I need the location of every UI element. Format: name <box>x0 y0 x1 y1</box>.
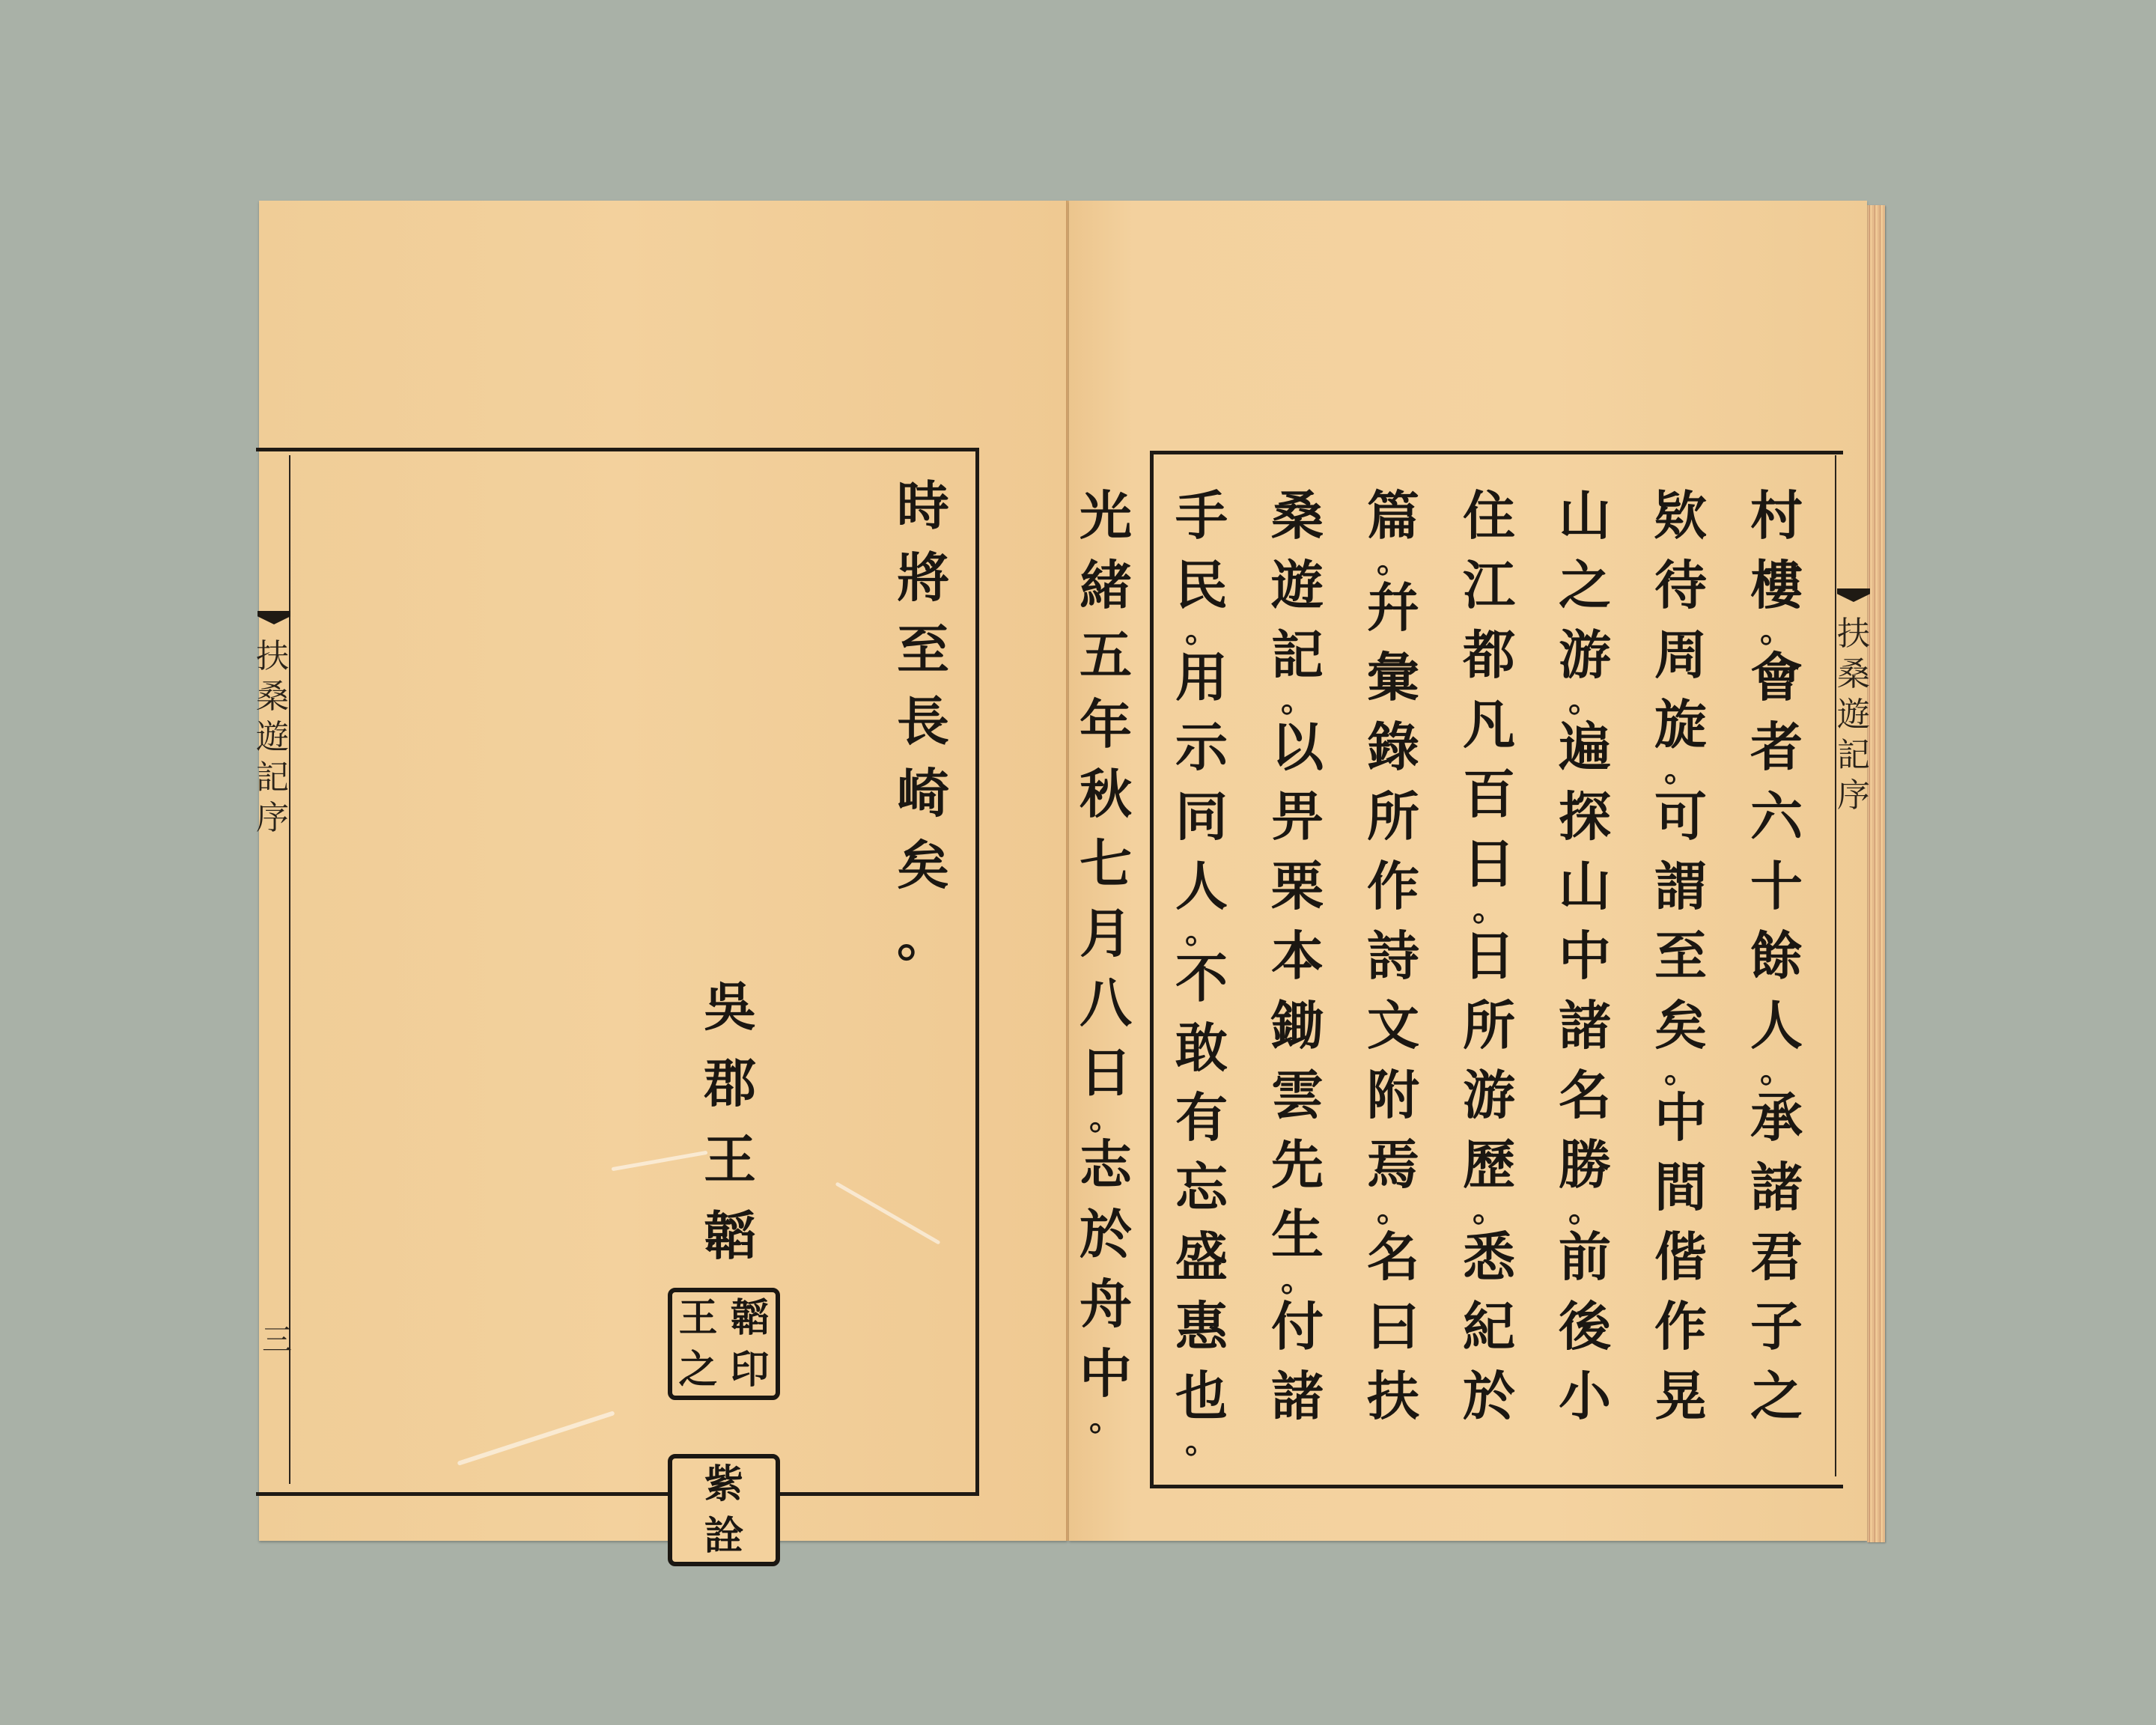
text-column <box>1267 481 1328 1431</box>
char: 月 <box>1079 902 1132 964</box>
char: 。 <box>1568 1191 1601 1229</box>
left-page <box>256 201 1068 1559</box>
seal-char: 紫 <box>704 1461 743 1507</box>
seal-char: 之 <box>678 1346 718 1393</box>
char: 於 <box>1463 1365 1515 1427</box>
char: 本 <box>1271 925 1324 987</box>
char: 。 <box>1473 890 1505 928</box>
char: 悉 <box>1463 1226 1515 1288</box>
char: 五 <box>1079 624 1132 686</box>
char: 矣 <box>1654 994 1707 1056</box>
spine-char: 序 <box>256 799 289 837</box>
char: 遍 <box>1559 716 1611 778</box>
char: 先 <box>1271 1134 1324 1196</box>
char: 都 <box>1463 624 1515 686</box>
char: 待 <box>1654 554 1707 616</box>
page-number: 三 <box>262 1323 292 1357</box>
char: 。 <box>897 906 949 968</box>
char: 會 <box>1750 646 1803 708</box>
text-column <box>1362 481 1424 1431</box>
page-block-edge <box>1867 205 1885 1542</box>
char: 忘 <box>1175 1156 1228 1218</box>
char: 人 <box>1750 994 1803 1056</box>
char: 旋 <box>1654 693 1707 755</box>
char: 也 <box>1175 1365 1228 1427</box>
char: 作 <box>1367 855 1419 917</box>
char: 者 <box>1750 716 1803 778</box>
char: 十 <box>1750 855 1803 917</box>
char: 秋 <box>1079 763 1132 825</box>
spine-char: 遊 <box>256 718 289 756</box>
char: 之 <box>1750 1365 1803 1427</box>
char: 。 <box>1377 542 1410 580</box>
char: 君 <box>1750 1226 1803 1288</box>
char: 。 <box>1664 1052 1697 1090</box>
char: 子 <box>1750 1295 1803 1357</box>
char: 王 <box>704 1128 756 1190</box>
char: 至 <box>897 618 949 681</box>
char: 游 <box>1463 1064 1515 1126</box>
char: 吳 <box>704 976 756 1038</box>
char: 八 <box>1079 972 1132 1034</box>
char: 緒 <box>1079 554 1132 616</box>
char: 舟 <box>1079 1273 1132 1335</box>
char: 生 <box>1271 1203 1324 1265</box>
char: 鋤 <box>1271 994 1324 1056</box>
char: 用 <box>1175 646 1228 708</box>
char: 。 <box>1568 681 1601 719</box>
char: 山 <box>1559 484 1611 547</box>
char: 中 <box>1654 1086 1707 1149</box>
char: 欵 <box>1654 484 1707 547</box>
char: 。 <box>1185 913 1218 951</box>
signature-column <box>699 969 761 1274</box>
char: 於 <box>1079 1203 1132 1265</box>
char: 承 <box>1750 1086 1803 1149</box>
char: 。 <box>1377 1191 1410 1229</box>
char: 至 <box>1654 925 1707 987</box>
char: 手 <box>1175 484 1228 547</box>
char: 畀 <box>1271 785 1324 848</box>
char: 。 <box>1185 1423 1218 1461</box>
char: 篇 <box>1367 484 1419 547</box>
char: 紀 <box>1463 1295 1515 1357</box>
char: 。 <box>1760 612 1793 650</box>
char: 七 <box>1079 833 1132 895</box>
char: 百 <box>1463 763 1515 825</box>
char: 韜 <box>704 1205 756 1267</box>
text-column <box>1458 481 1520 1431</box>
char: 雲 <box>1271 1064 1324 1126</box>
char: 日 <box>1079 1041 1132 1104</box>
char: 諸 <box>1271 1365 1324 1427</box>
char: 中 <box>1079 1342 1132 1405</box>
char: 附 <box>1367 1064 1419 1126</box>
char: 晃 <box>1654 1365 1707 1427</box>
text-column <box>1075 481 1136 1438</box>
char: 後 <box>1559 1295 1611 1357</box>
spine-char: 記 <box>1837 736 1870 774</box>
spine-char: 桑 <box>1837 655 1870 693</box>
char: 彙 <box>1367 646 1419 708</box>
char: 之 <box>1559 554 1611 616</box>
char: 光 <box>1079 484 1132 547</box>
seal-char: 韜 <box>730 1294 770 1341</box>
char: 日 <box>1463 833 1515 895</box>
char: 小 <box>1559 1365 1611 1427</box>
char: 付 <box>1271 1295 1324 1357</box>
char: 勝 <box>1559 1134 1611 1196</box>
char: 游 <box>1559 624 1611 686</box>
char: 崎 <box>897 762 949 824</box>
char: 可 <box>1654 785 1707 848</box>
right-margin-rule <box>1835 455 1836 1476</box>
char: 中 <box>1559 925 1611 987</box>
char: 同 <box>1175 785 1228 848</box>
char: 偕 <box>1654 1226 1707 1288</box>
char: 周 <box>1654 624 1707 686</box>
char: 幷 <box>1367 576 1419 639</box>
char: 。 <box>1281 681 1314 719</box>
spine-char: 遊 <box>1837 696 1870 734</box>
char: 示 <box>1175 716 1228 778</box>
char: 名 <box>1559 1064 1611 1126</box>
char: 矣 <box>897 834 949 896</box>
char: 村 <box>1750 484 1803 547</box>
char: 歷 <box>1463 1134 1515 1196</box>
spine-char: 扶 <box>1837 615 1870 653</box>
char: 。 <box>1089 1400 1122 1438</box>
char: 錄 <box>1367 716 1419 778</box>
char: 山 <box>1559 855 1611 917</box>
char: 住 <box>1463 484 1515 547</box>
char: 以 <box>1271 716 1324 778</box>
char: 凡 <box>1463 693 1515 755</box>
char: 詩 <box>1367 925 1419 987</box>
text-column <box>1746 481 1807 1431</box>
char: 盛 <box>1175 1226 1228 1288</box>
char: 前 <box>1559 1226 1611 1288</box>
seal-wang-tao <box>668 1288 780 1400</box>
char: 民 <box>1175 554 1228 616</box>
spine-char: 記 <box>256 758 289 797</box>
char: 惠 <box>1175 1295 1228 1357</box>
char: 樓 <box>1750 554 1803 616</box>
seal-char: 詮 <box>704 1512 743 1559</box>
char: 焉 <box>1367 1134 1419 1196</box>
char: 六 <box>1750 785 1803 848</box>
left-spine-title <box>255 636 290 839</box>
char: 名 <box>1367 1226 1419 1288</box>
char: 日 <box>1463 925 1515 987</box>
char: 諸 <box>1750 1156 1803 1218</box>
char: 間 <box>1654 1156 1707 1218</box>
char: 有 <box>1175 1086 1228 1149</box>
left-text-frame <box>256 448 979 1496</box>
char: 桑 <box>1271 484 1324 547</box>
spine-char: 扶 <box>256 637 289 675</box>
char: 遊 <box>1271 554 1324 616</box>
char: 謂 <box>1654 855 1707 917</box>
char: 長 <box>897 690 949 752</box>
char: 時 <box>897 475 949 537</box>
char: 諸 <box>1559 994 1611 1056</box>
char: 年 <box>1079 693 1132 755</box>
char: 栗 <box>1271 855 1324 917</box>
char: 扶 <box>1367 1365 1419 1427</box>
char: 將 <box>897 547 949 609</box>
open-book <box>253 201 1889 1559</box>
seal-char: 印 <box>730 1346 770 1393</box>
char: 郡 <box>704 1052 756 1114</box>
char: 。 <box>1185 612 1218 650</box>
char: 記 <box>1271 624 1324 686</box>
seal-char: 王 <box>678 1294 718 1341</box>
spine-char: 序 <box>1837 776 1870 815</box>
char: 作 <box>1654 1295 1707 1357</box>
char: 江 <box>1463 554 1515 616</box>
right-spine-title <box>1836 614 1872 816</box>
text-column <box>1650 481 1711 1431</box>
text-column <box>1554 481 1616 1431</box>
char: 。 <box>1760 1052 1793 1090</box>
char: 人 <box>1175 855 1228 917</box>
char: 探 <box>1559 785 1611 848</box>
seal-zi-quan <box>668 1454 780 1566</box>
char: 。 <box>1664 751 1697 789</box>
char: 敢 <box>1175 1017 1228 1079</box>
char: 。 <box>1473 1191 1505 1229</box>
char: 。 <box>1281 1261 1314 1299</box>
char: 文 <box>1367 994 1419 1056</box>
char: 餘 <box>1750 925 1803 987</box>
char: 所 <box>1463 994 1515 1056</box>
char: 志 <box>1079 1134 1132 1196</box>
char: 曰 <box>1367 1295 1419 1357</box>
char: 所 <box>1367 785 1419 848</box>
text-column <box>1171 481 1232 1461</box>
text-column <box>892 470 954 973</box>
char: 不 <box>1175 947 1228 1009</box>
spine-char: 桑 <box>256 678 289 716</box>
char: 。 <box>1089 1099 1122 1137</box>
